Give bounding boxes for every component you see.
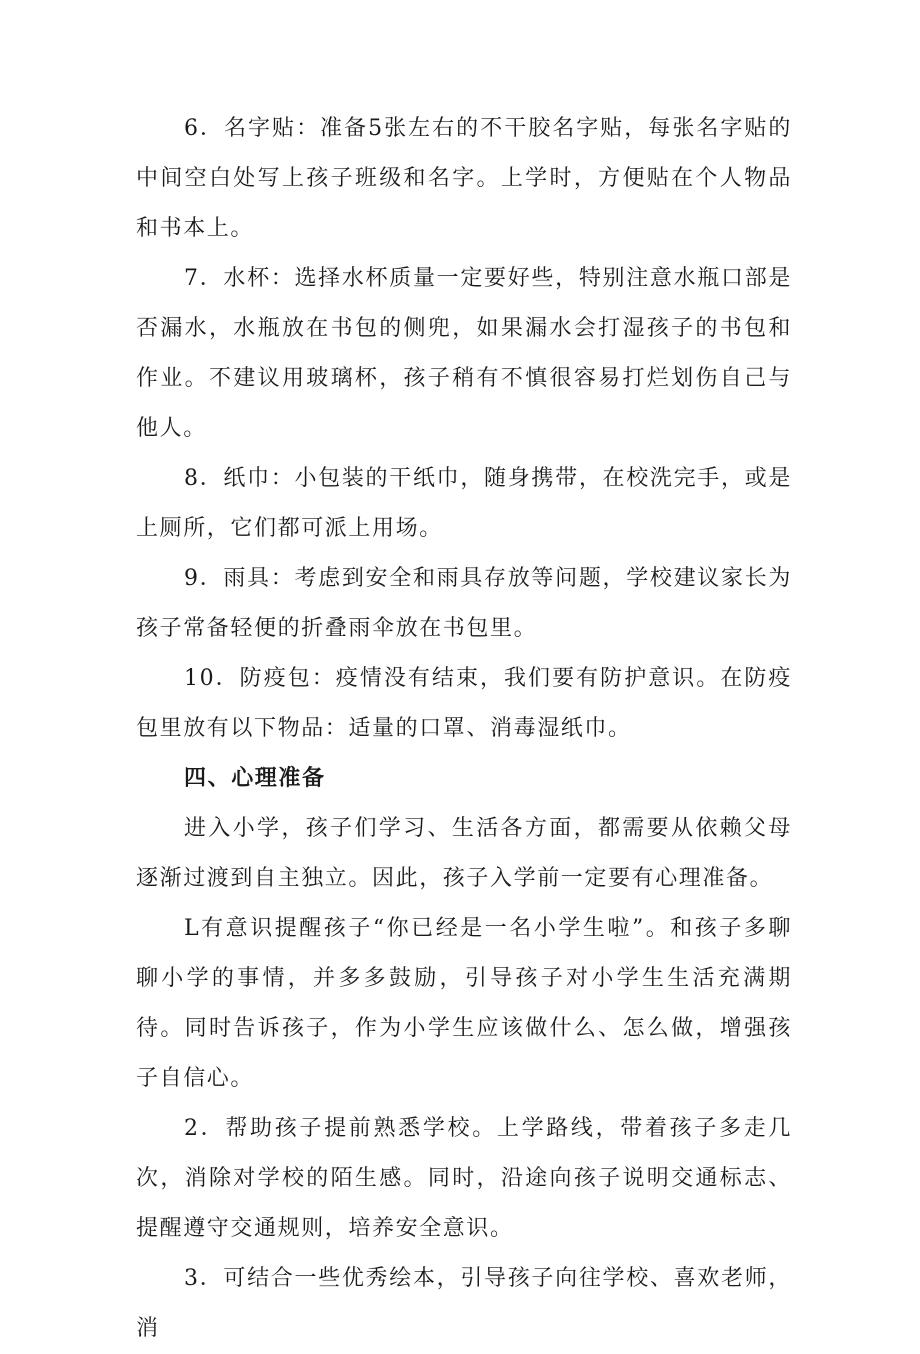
paragraph-item-2: 2．帮助孩子提前熟悉学校。上学路线，带着孩子多走几次，消除对学校的陌生感。同时，沿途向孩子说明交通标志、提醒遵守交通规则，培养安全意识。	[136, 1116, 792, 1241]
paragraph-item-3: 3．可结合一些优秀绘本，引导孩子向往学校、喜欢老师，消	[136, 1266, 792, 1341]
paragraph-tissue: 8．纸巾：小包装的干纸巾，随身携带，在校洗完手，或是上厕所，它们都可派上用场。	[136, 466, 792, 541]
paragraph-water-cup: 7．水杯：选择水杯质量一定要好些，特别注意水瓶口部是否漏水，水瓶放在书包的侧兜，如果漏水会打湿孩子的书包和作业。不建议用玻璃杯，孩子稍有不慎很容易打烂划伤自己与他人。	[136, 266, 792, 441]
paragraph-name-sticker: 6．名字贴：准备5张左右的不干胶名字贴，每张名字贴的中间空白处写上孩子班级和名字。上学时，方便贴在个人物品和书本上。	[136, 116, 792, 241]
paragraph-rain-gear: 9．雨具：考虑到安全和雨具存放等问题，学校建议家长为孩子常备轻便的折叠雨伞放在书包里。	[136, 566, 792, 641]
section-heading: 四、心理准备	[184, 766, 326, 791]
paragraph-epidemic-kit: 10．防疫包：疫情没有结束，我们要有防护意识。在防疫包里放有以下物品：适量的口罩、消毒湿纸巾。	[136, 666, 792, 741]
paragraph-item-1: L有意识提醒孩子“你已经是一名小学生啦”。和孩子多聊聊小学的事情，并多多鼓励，引导孩子对小学生生活充满期待。同时告诉孩子，作为小学生应该做什么、怎么做，增强孩子自信心。	[136, 916, 792, 1091]
document-body	[136, 104, 792, 1354]
paragraph-intro: 进入小学，孩子们学习、生活各方面，都需要从依赖父母逐渐过渡到自主独立。因此，孩子入学前一定要有心理准备。	[136, 816, 792, 891]
